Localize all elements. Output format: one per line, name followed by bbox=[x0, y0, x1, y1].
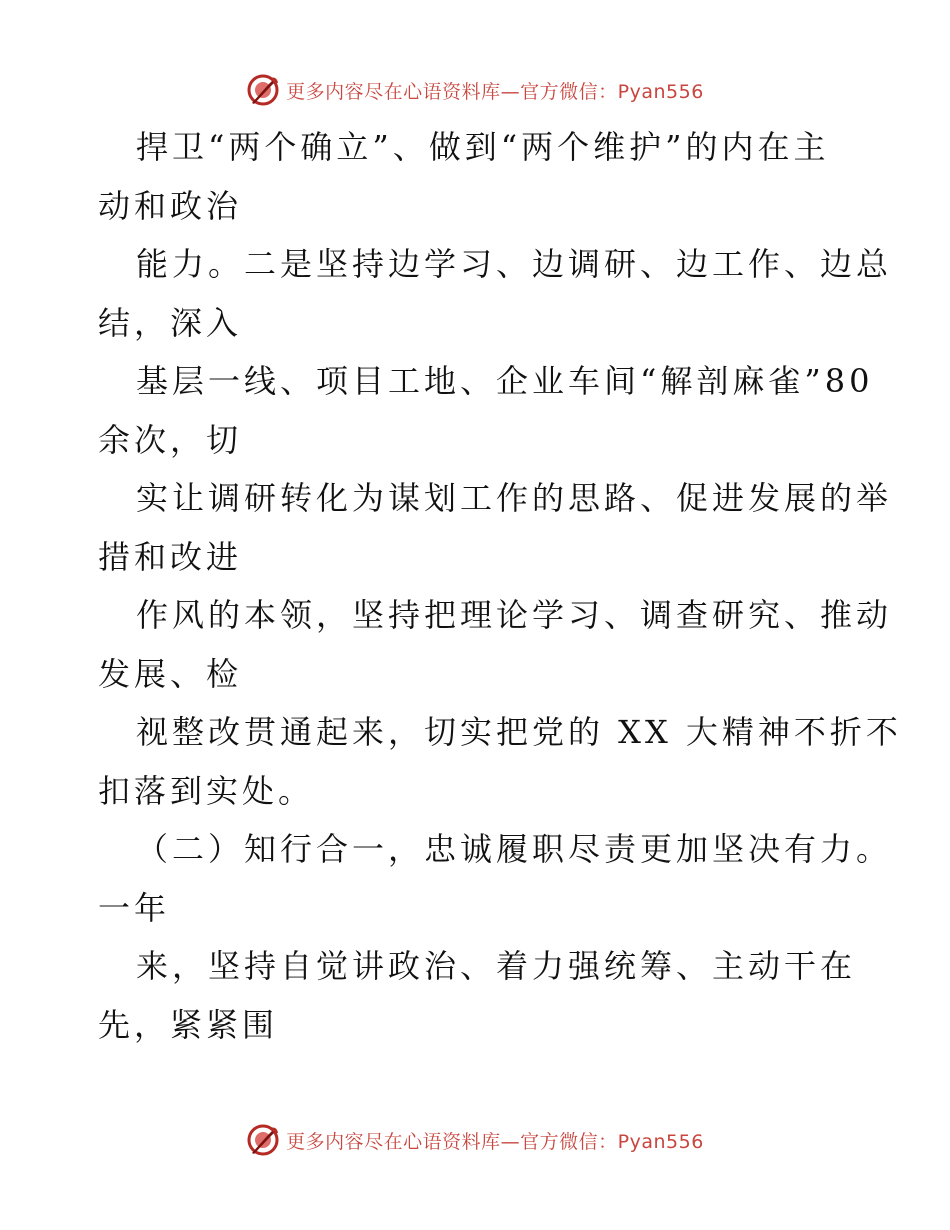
body-line: 扣落到实处。 bbox=[98, 771, 315, 810]
red-circle-pen-logo-icon bbox=[246, 1123, 280, 1157]
body-line: 实让调研转化为谋划工作的思路、促进发展的举 bbox=[136, 479, 893, 517]
body-line: 先，紧紧围 bbox=[98, 1005, 279, 1044]
body-line: 余次，切 bbox=[98, 420, 243, 459]
red-circle-pen-logo-icon bbox=[246, 73, 280, 107]
footer-watermark-text: 更多内容尽在心语资料库—官方微信：Pyan556 bbox=[286, 1130, 704, 1153]
header-watermark-text: 更多内容尽在心语资料库—官方微信：Pyan556 bbox=[286, 80, 704, 103]
body-line: 来，坚持自觉讲政治、着力强统筹、主动干在 bbox=[136, 947, 857, 985]
body-line: 一年 bbox=[98, 888, 171, 927]
body-line: 作风的本领，坚持把理论学习、调查研究、推动 bbox=[136, 596, 893, 634]
body-line: 视整改贯通起来，切实把党的 XX 大精神不折不 bbox=[136, 713, 902, 751]
document-body bbox=[98, 118, 902, 1054]
body-line: 捍卫“两个确立”、做到“两个维护”的内在主 bbox=[136, 128, 830, 166]
body-line: 动和政治 bbox=[98, 186, 243, 225]
body-line: （二）知行合一，忠诚履职尽责更加坚决有力。 bbox=[136, 830, 893, 868]
body-line: 措和改进 bbox=[98, 537, 243, 576]
body-line: 结，深入 bbox=[98, 303, 243, 342]
body-line: 基层一线、项目工地、企业车间“解剖麻雀”80 bbox=[136, 362, 874, 400]
body-line: 发展、检 bbox=[98, 654, 243, 693]
header-watermark bbox=[0, 70, 950, 110]
footer-watermark bbox=[0, 1120, 950, 1160]
body-line: 能力。二是坚持边学习、边调研、边工作、边总 bbox=[136, 245, 893, 283]
